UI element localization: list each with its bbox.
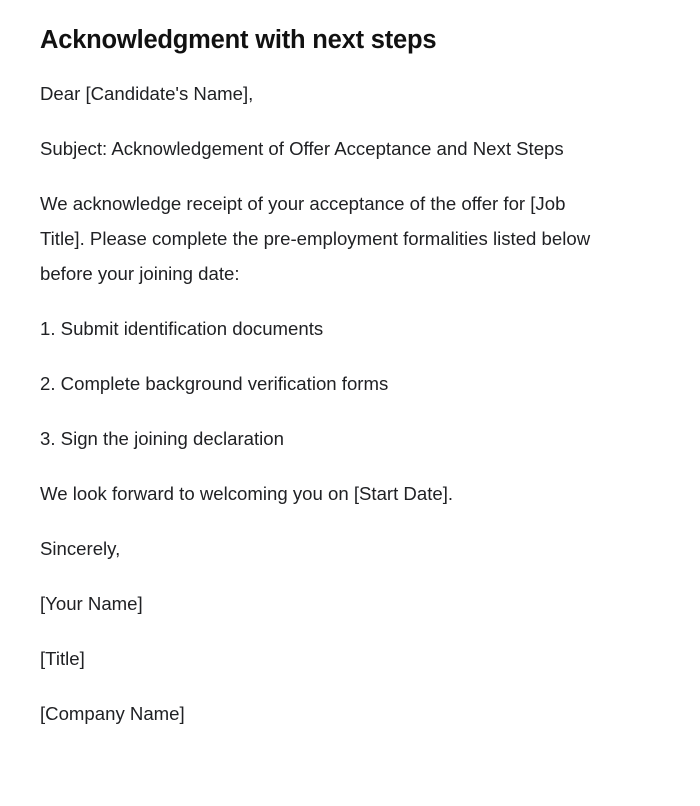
signature-title: [Title] [40, 648, 85, 669]
signature-company: [Company Name] [40, 703, 185, 724]
step-item-3: 3. Sign the joining declaration [40, 428, 284, 449]
step-item-2: 2. Complete background verification forms [40, 373, 389, 394]
signature-name: [Your Name] [40, 593, 143, 614]
salutation-paragraph: Dear [Candidate's Name], [40, 83, 254, 104]
sign-off: Sincerely, [40, 538, 121, 559]
page-title: Acknowledgment with next steps [40, 26, 437, 54]
step-item-1: 1. Submit identification documents [40, 318, 324, 339]
intro-paragraph: We acknowledge receipt of your acceptance of the offer for [Job Title]. Please complete the pre-employment formalities listed below before your joining date: [40, 193, 591, 284]
closing-paragraph: We look forward to welcoming you on [Start Date]. [40, 483, 454, 504]
subject-line-paragraph: Subject: Acknowledgement of Offer Acceptance and Next Steps [40, 138, 564, 159]
